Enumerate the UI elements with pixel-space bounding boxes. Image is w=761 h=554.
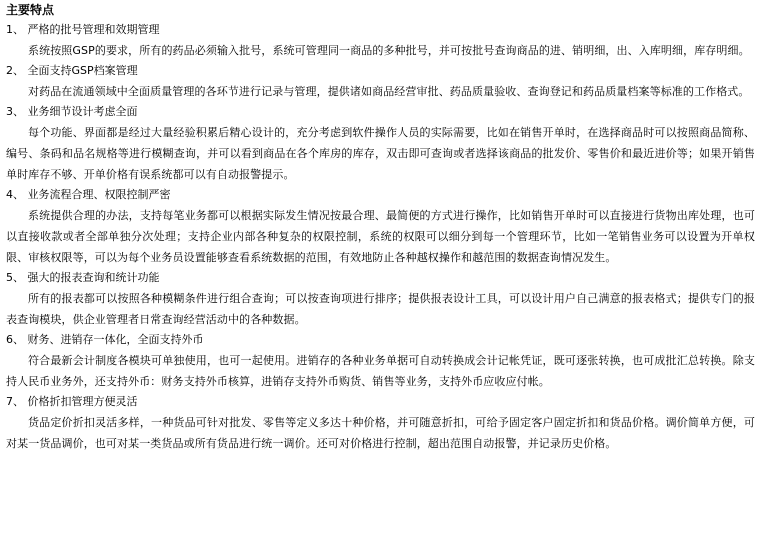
- page-title: 主要特点: [6, 3, 55, 17]
- section-body: 系统提供合理的办法，支持每笔业务都可以根据实际发生情况按最合理、最简便的方式进行操作，比如销售开单时可以直接进行货物出库处理，也可以直接收款或者全部单独分次处理；支持企业内部各种复杂的权限控制，系统的权限可以细分到每一个管理环节，比如一笔销售业务可以设置为开单权限、审核权限等，可以为每个业务员设置能够查看系统数据的范围，有效地防止各种越权操作和越范围的数据查询情况发生。: [6, 209, 755, 264]
- section-workflow-permissions: [6, 185, 755, 268]
- section-body: 所有的报表都可以按照各种模糊条件进行组合查询；可以按查询项进行排序；提供报表设计工具，可以设计用户自己满意的报表格式；提供专门的报表查询模块，供企业管理者日常查询经营活动中的各种数据。: [6, 292, 755, 326]
- section-business-details: [6, 102, 755, 185]
- section-heading: 5、 强大的报表查询和统计功能: [6, 271, 160, 284]
- section-body: 对药品在流通领域中全面质量管理的各环节进行记录与管理，提供诸如商品经营审批、药品质量验收、查询登记和药品质量档案等标准的工作格式。: [28, 85, 750, 98]
- section-body: 系统按照GSP的要求，所有的药品必须输入批号，系统可管理同一商品的多种批号，并可按批号查询商品的进、销明细，出、入库明细，库存明细。: [28, 44, 750, 57]
- section-heading: 4、 业务流程合理、权限控制严密: [6, 188, 171, 201]
- section-body: 符合最新会计制度各模块可单独使用，也可一起使用。进销存的各种业务单据可自动转换成会计记帐凭证，既可逐张转换，也可成批汇总转换。除支持人民币业务外，还支持外币：财务支持外币核算，进销存支持外币购货、销售等业务，支持外币应收应付帐。: [6, 354, 755, 388]
- section-batch-management: [6, 20, 755, 61]
- section-heading: 1、 严格的批号管理和效期管理: [6, 23, 160, 36]
- section-heading: 7、 价格折扣管理方便灵活: [6, 395, 138, 408]
- section-heading: 2、 全面支持GSP档案管理: [6, 64, 138, 77]
- section-finance-integration: [6, 330, 755, 392]
- section-heading: 6、 财务、进销存一体化，全面支持外币: [6, 333, 204, 346]
- section-price-discount: [6, 392, 755, 454]
- section-body: 货品定价折扣灵活多样，一种货品可针对批发、零售等定义多达十种价格，并可随意折扣，可给予固定客户固定折扣和货品价格。调价简单方便，可对某一货品调价，也可对某一类货品或所有货品进行统一调价。还可对价格进行控制，超出范围自动报警，并记录历史价格。: [6, 416, 755, 450]
- section-body: 每个功能、界面都是经过大量经验积累后精心设计的，充分考虑到软件操作人员的实际需要，比如在销售开单时，在选择商品时可以按照商品简称、编号、条码和品名规格等进行模糊查询，并可以看到商品在各个库房的库存，双击即可查询或者选择该商品的批发价、零售价和最近进价等；如果开销售单时库存不够、开单价格有误系统都可以有自动报警提示。: [6, 126, 755, 181]
- section-heading: 3、 业务细节设计考虑全面: [6, 105, 138, 118]
- section-gsp-archive: [6, 61, 755, 102]
- section-report-query: [6, 268, 755, 330]
